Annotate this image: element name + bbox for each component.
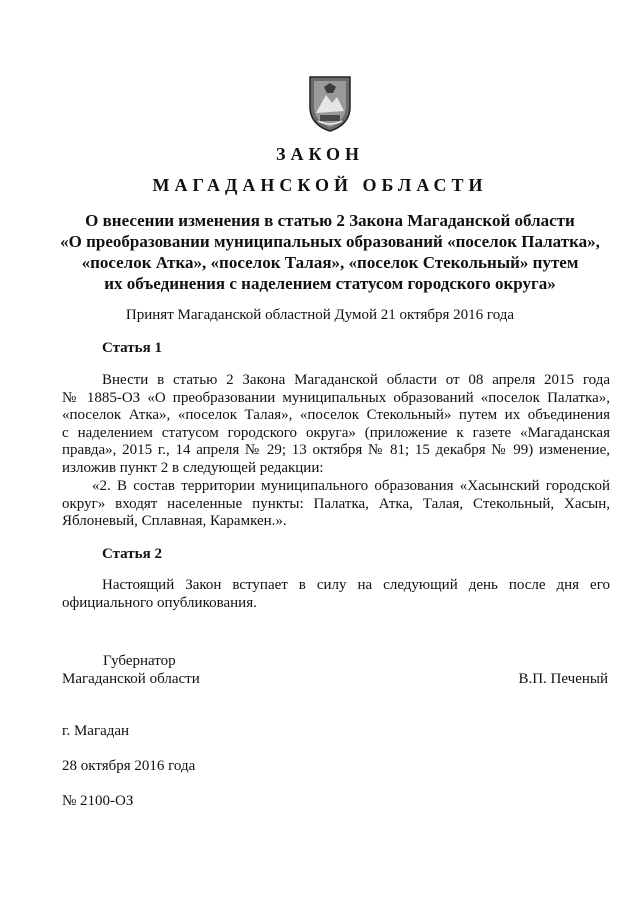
text-line: округ» входят населенные пункты: Палатка, Атка, Талая, Стекольный, Хасын, [62,495,610,512]
article-1-paragraph-2 [62,478,610,531]
article-2-paragraph [62,577,610,612]
law-heading [40,210,620,294]
text-line: № 1885-ОЗ «О преобразовании муниципальных образований «поселок Палатка», [62,389,610,406]
text-line: Внести в статью 2 Закона Магаданской области от 08 апреля 2015 года [102,372,610,388]
heading-line: «О преобразовании муниципальных образований «поселок Палатка», [60,232,600,251]
heading-line: О внесении изменения в статью 2 Закона Магаданской области [85,211,575,230]
text-line: с наделением статусом городского округа» (приложение к газете «Магаданская [62,424,610,441]
law-number: № 2100-ОЗ [62,793,134,809]
signatory-region: Магаданской области [62,671,200,687]
text-line: правда», 2015 г., 14 апреля № 29; 13 октября № 81; 15 декабря № 99) изменение, [62,442,610,458]
heading-line: «поселок Атка», «поселок Талая», «поселок Стекольный» путем [81,253,579,272]
text-line: Настоящий Закон вступает в силу на следующий день после дня его [102,577,610,593]
text-line: «поселок Атка», «поселок Талая», «поселок Стекольный» путем их объединения [62,407,610,423]
coat-of-arms-icon [306,73,354,133]
adoption-note: Принят Магаданской областной Думой 21 октября 2016 года [125,307,515,323]
law-title: ЗАКОН [275,144,365,164]
signatory-name: В.П. Печеный [518,671,608,687]
text-line: «2. В состав территории муниципального образования «Хасынский городской [92,478,610,494]
signatory-position: Губернатор [103,653,176,669]
region-title: МАГАДАНСКОЙ ОБЛАСТИ [152,175,488,195]
article-1-paragraph-1 [62,372,610,477]
text-line: официального опубликования. [62,594,257,611]
article-1-title: Статья 1 [102,340,162,356]
heading-line: их объединения с наделением статусом городского округа» [104,274,556,293]
signing-date: 28 октября 2016 года [62,758,196,774]
city: г. Магадан [62,723,130,739]
article-2-title: Статья 2 [102,546,162,562]
text-line: Яблоневый, Сплавная, Карамкен.». [62,513,287,529]
text-line: изложив пункт 2 в следующей редакции: [62,459,324,476]
